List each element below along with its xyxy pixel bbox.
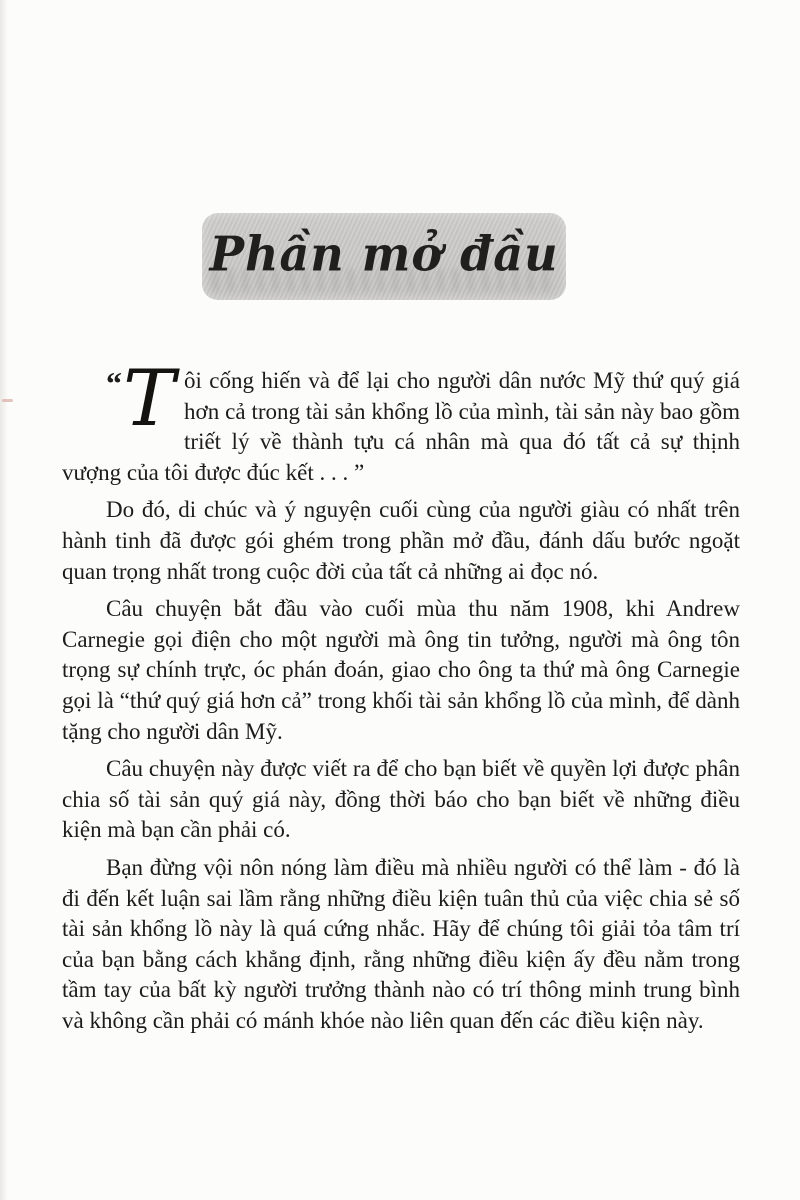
opening-quote-paragraph — [62, 354, 740, 488]
body-text-block — [62, 354, 740, 1043]
paragraph: Do đó, di chúc và ý nguyện cuối cùng của người giàu có nhất trên hành tinh đã được gói ghém trong phần mở đầu, đánh dấu bước ngoặt quan trọng nhất trong cuộc đời của tất cả những ai đọc nó. — [62, 497, 740, 584]
paragraph: Câu chuyện này được viết ra để cho bạn biết về quyền lợi được phân chia số tài sản quý giá này, đồng thời báo cho bạn biết về những điều kiện mà bạn cần phải có. — [62, 756, 740, 843]
drop-cap-letter: T — [123, 354, 176, 444]
scan-artifact-mark — [2, 399, 13, 402]
chapter-title: Phần mở đầu — [209, 225, 559, 282]
paragraph-text: ôi cống hiến và để lại cho người dân nước Mỹ thứ quý giá hơn cả trong tài sản khổng lồ của mình, tài sản này bao gồm triết lý về thành tựu cá nhân mà qua đó tất cả sự thịnh vượng của tôi được đúc kết . . . ” — [62, 368, 740, 485]
paragraph: Bạn đừng vội nôn nóng làm điều mà nhiều người có thể làm - đó là đi đến kết luận sai lầm rằng những điều kiện tuân thủ của việc chia sẻ số tài sản khổng lồ này là quá cứng nhắc. Hãy để chúng tôi giải tỏa tâm trí của bạn bằng cách khẳng định, rằng những điều kiện ấy đều nằm trong tầm tay của bất kỳ người trưởng thành nào có trí thông minh trung bình và không cần phải có mánh khóe nào liên quan đến các điều kiện này. — [62, 854, 740, 1033]
paragraph: Câu chuyện bắt đầu vào cuối mùa thu năm 1908, khi Andrew Carnegie gọi điện cho một người mà ông tin tưởng, người mà ông tôn trọng sự chính trực, óc phán đoán, giao cho ông ta thứ mà ông Carnegie gọi là “thứ quý giá hơn cả” trong khối tài sản khổng lồ của mình, để dành tặng cho người dân Mỹ. — [62, 596, 740, 744]
chapter-title-banner — [202, 213, 566, 300]
open-quote-mark: “ — [106, 365, 122, 401]
page-edge-shadow — [0, 0, 8, 1200]
drop-cap-group — [62, 354, 176, 444]
